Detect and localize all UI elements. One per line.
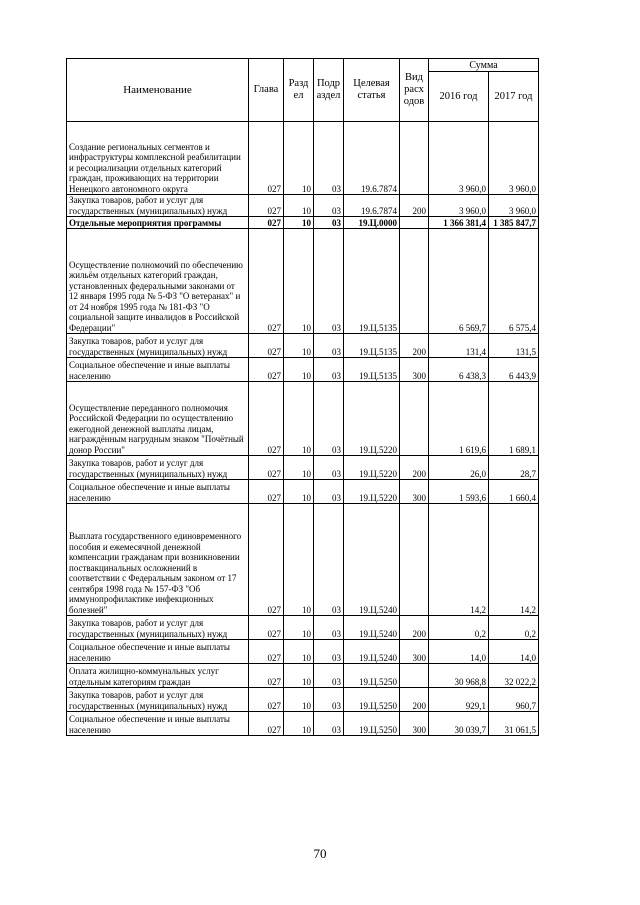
row-razdel: 10 (284, 712, 314, 736)
budget-table (66, 58, 539, 736)
header-glava: Глава (249, 59, 284, 122)
row-vid (400, 217, 429, 229)
row-amount-2017: 28,7 (489, 456, 539, 480)
header-vid: Вид расх одов (400, 59, 429, 122)
row-name: Закупка товаров, работ и услуг для государственных (муниципальных) нужд (67, 688, 249, 712)
row-vid: 200 (400, 688, 429, 712)
row-amount-2017: 14,0 (489, 640, 539, 664)
row-vid (400, 382, 429, 456)
table-row (67, 358, 539, 382)
header-sum: Сумма (429, 59, 539, 72)
row-podrazdel: 03 (314, 640, 344, 664)
row-vid: 300 (400, 480, 429, 504)
row-name: Социальное обеспечение и иные выплаты населению (67, 480, 249, 504)
table-row (67, 456, 539, 480)
row-vid: 300 (400, 712, 429, 736)
header-row-top (67, 59, 539, 72)
row-amount-2017: 131,5 (489, 334, 539, 358)
row-podrazdel: 03 (314, 358, 344, 382)
table-row (67, 688, 539, 712)
row-razdel: 10 (284, 122, 314, 195)
row-glava: 027 (249, 382, 284, 456)
row-razdel: 10 (284, 217, 314, 229)
row-podrazdel: 03 (314, 229, 344, 334)
page-number: 70 (313, 846, 327, 861)
table-row (67, 382, 539, 456)
row-amount-2017: 1 660,4 (489, 480, 539, 504)
row-podrazdel: 03 (314, 688, 344, 712)
row-glava: 027 (249, 712, 284, 736)
row-glava: 027 (249, 358, 284, 382)
table-row (67, 616, 539, 640)
row-name: Выплата государственного единовременного пособия и ежемесячной денежной компенсации гражданам при возникновении поствакцинальных осложнений в соответствии с Федеральным законом от 17 сентября 1998 года № 157-ФЗ "Об иммунопрофилактике инфекционных болезней" (67, 504, 249, 616)
row-razdel: 10 (284, 358, 314, 382)
table-row (67, 504, 539, 616)
row-amount-2016: 14,2 (429, 504, 489, 616)
row-razdel: 10 (284, 688, 314, 712)
row-amount-2016: 3 960,0 (429, 122, 489, 195)
row-amount-2016: 6 569,7 (429, 229, 489, 334)
row-amount-2017: 6 443,9 (489, 358, 539, 382)
row-target: 19.6.7874 (344, 195, 400, 217)
row-razdel: 10 (284, 504, 314, 616)
row-vid: 300 (400, 640, 429, 664)
table-row (67, 217, 539, 229)
row-glava: 027 (249, 688, 284, 712)
row-podrazdel: 03 (314, 122, 344, 195)
table-row (67, 334, 539, 358)
row-target: 19.Ц.5250 (344, 688, 400, 712)
row-name: Создание региональных сегментов и инфраструктуры комплексной реабилитации и ресоциализации отдельных категорий граждан, проживающих на территории Ненецкого автономного округа (67, 122, 249, 195)
row-glava: 027 (249, 504, 284, 616)
row-amount-2017: 6 575,4 (489, 229, 539, 334)
row-target: 19.6.7874 (344, 122, 400, 195)
row-target: 19.Ц.0000 (344, 217, 400, 229)
row-podrazdel: 03 (314, 712, 344, 736)
table-row (67, 229, 539, 334)
row-glava: 027 (249, 456, 284, 480)
row-name: Отдельные мероприятия программы (67, 217, 249, 229)
row-name: Осуществление полномочий по обеспечению жильём отдельных категорий граждан, установленных федеральными законами от 12 января 1995 года № 5-ФЗ "О ветеранах" и от 24 ноября 1995 года № 181-ФЗ "О социальной защите инвалидов в Российской Федерации" (67, 229, 249, 334)
row-amount-2016: 30 968,8 (429, 664, 489, 688)
header-podrazdel: Подр аздел (314, 59, 344, 122)
row-target: 19.Ц.5135 (344, 358, 400, 382)
row-name: Социальное обеспечение и иные выплаты населению (67, 640, 249, 664)
row-amount-2017: 14,2 (489, 504, 539, 616)
row-name: Социальное обеспечение и иные выплаты населению (67, 712, 249, 736)
row-podrazdel: 03 (314, 195, 344, 217)
row-target: 19.Ц.5135 (344, 229, 400, 334)
row-name: Закупка товаров, работ и услуг для государственных (муниципальных) нужд (67, 616, 249, 640)
row-podrazdel: 03 (314, 456, 344, 480)
row-amount-2017: 32 022,2 (489, 664, 539, 688)
row-vid: 200 (400, 195, 429, 217)
row-amount-2016: 6 438,3 (429, 358, 489, 382)
row-amount-2017: 31 061,5 (489, 712, 539, 736)
row-glava: 027 (249, 122, 284, 195)
row-target: 19.Ц.5220 (344, 456, 400, 480)
header-razdel: Разд ел (284, 59, 314, 122)
table-row (67, 664, 539, 688)
row-amount-2016: 1 366 381,4 (429, 217, 489, 229)
row-podrazdel: 03 (314, 217, 344, 229)
row-target: 19.Ц.5250 (344, 664, 400, 688)
row-glava: 027 (249, 217, 284, 229)
row-razdel: 10 (284, 640, 314, 664)
row-podrazdel: 03 (314, 616, 344, 640)
row-razdel: 10 (284, 195, 314, 217)
row-vid: 200 (400, 334, 429, 358)
row-target: 19.Ц.5240 (344, 640, 400, 664)
row-amount-2016: 0,2 (429, 616, 489, 640)
row-glava: 027 (249, 640, 284, 664)
row-razdel: 10 (284, 480, 314, 504)
row-glava: 027 (249, 334, 284, 358)
row-amount-2017: 1 689,1 (489, 382, 539, 456)
row-vid (400, 664, 429, 688)
row-target: 19.Ц.5240 (344, 616, 400, 640)
row-glava: 027 (249, 195, 284, 217)
row-amount-2016: 30 039,7 (429, 712, 489, 736)
row-vid: 300 (400, 358, 429, 382)
row-amount-2016: 26,0 (429, 456, 489, 480)
row-target: 19.Ц.5220 (344, 480, 400, 504)
row-amount-2017: 960,7 (489, 688, 539, 712)
row-target: 19.Ц.5240 (344, 504, 400, 616)
row-amount-2016: 131,4 (429, 334, 489, 358)
header-name: Наименование (67, 59, 249, 122)
row-razdel: 10 (284, 229, 314, 334)
row-amount-2016: 929,1 (429, 688, 489, 712)
row-amount-2017: 3 960,0 (489, 122, 539, 195)
row-amount-2016: 3 960,0 (429, 195, 489, 217)
row-podrazdel: 03 (314, 334, 344, 358)
row-razdel: 10 (284, 664, 314, 688)
row-glava: 027 (249, 616, 284, 640)
row-vid: 200 (400, 616, 429, 640)
row-amount-2017: 3 960,0 (489, 195, 539, 217)
table-row (67, 480, 539, 504)
row-podrazdel: 03 (314, 382, 344, 456)
row-amount-2016: 14,0 (429, 640, 489, 664)
row-amount-2017: 0,2 (489, 616, 539, 640)
table-row (67, 712, 539, 736)
row-vid: 200 (400, 456, 429, 480)
row-vid (400, 504, 429, 616)
row-target: 19.Ц.5250 (344, 712, 400, 736)
row-amount-2016: 1 619,6 (429, 382, 489, 456)
row-razdel: 10 (284, 616, 314, 640)
row-podrazdel: 03 (314, 664, 344, 688)
row-amount-2017: 1 385 847,7 (489, 217, 539, 229)
row-glava: 027 (249, 480, 284, 504)
row-name: Закупка товаров, работ и услуг для государственных (муниципальных) нужд (67, 195, 249, 217)
row-amount-2016: 1 593,6 (429, 480, 489, 504)
row-vid (400, 229, 429, 334)
row-razdel: 10 (284, 456, 314, 480)
table-row (67, 122, 539, 195)
row-razdel: 10 (284, 382, 314, 456)
row-podrazdel: 03 (314, 480, 344, 504)
row-name: Осуществление переданного полномочия Российской Федерации по осуществлению ежегодной денежной выплаты лицам, награждённым нагрудным знаком "Почётный донор России" (67, 382, 249, 456)
row-name: Закупка товаров, работ и услуг для государственных (муниципальных) нужд (67, 334, 249, 358)
row-vid (400, 122, 429, 195)
row-podrazdel: 03 (314, 504, 344, 616)
row-glava: 027 (249, 664, 284, 688)
row-name: Социальное обеспечение и иные выплаты населению (67, 358, 249, 382)
table-row (67, 195, 539, 217)
header-year-2016: 2016 год (429, 72, 489, 122)
row-name: Оплата жилищно-коммунальных услуг отдельным категориям граждан (67, 664, 249, 688)
row-target: 19.Ц.5220 (344, 382, 400, 456)
row-razdel: 10 (284, 334, 314, 358)
row-target: 19.Ц.5135 (344, 334, 400, 358)
header-year-2017: 2017 год (489, 72, 539, 122)
header-target: Целевая статья (344, 59, 400, 122)
row-name: Закупка товаров, работ и услуг для государственных (муниципальных) нужд (67, 456, 249, 480)
row-glava: 027 (249, 229, 284, 334)
table-row (67, 640, 539, 664)
